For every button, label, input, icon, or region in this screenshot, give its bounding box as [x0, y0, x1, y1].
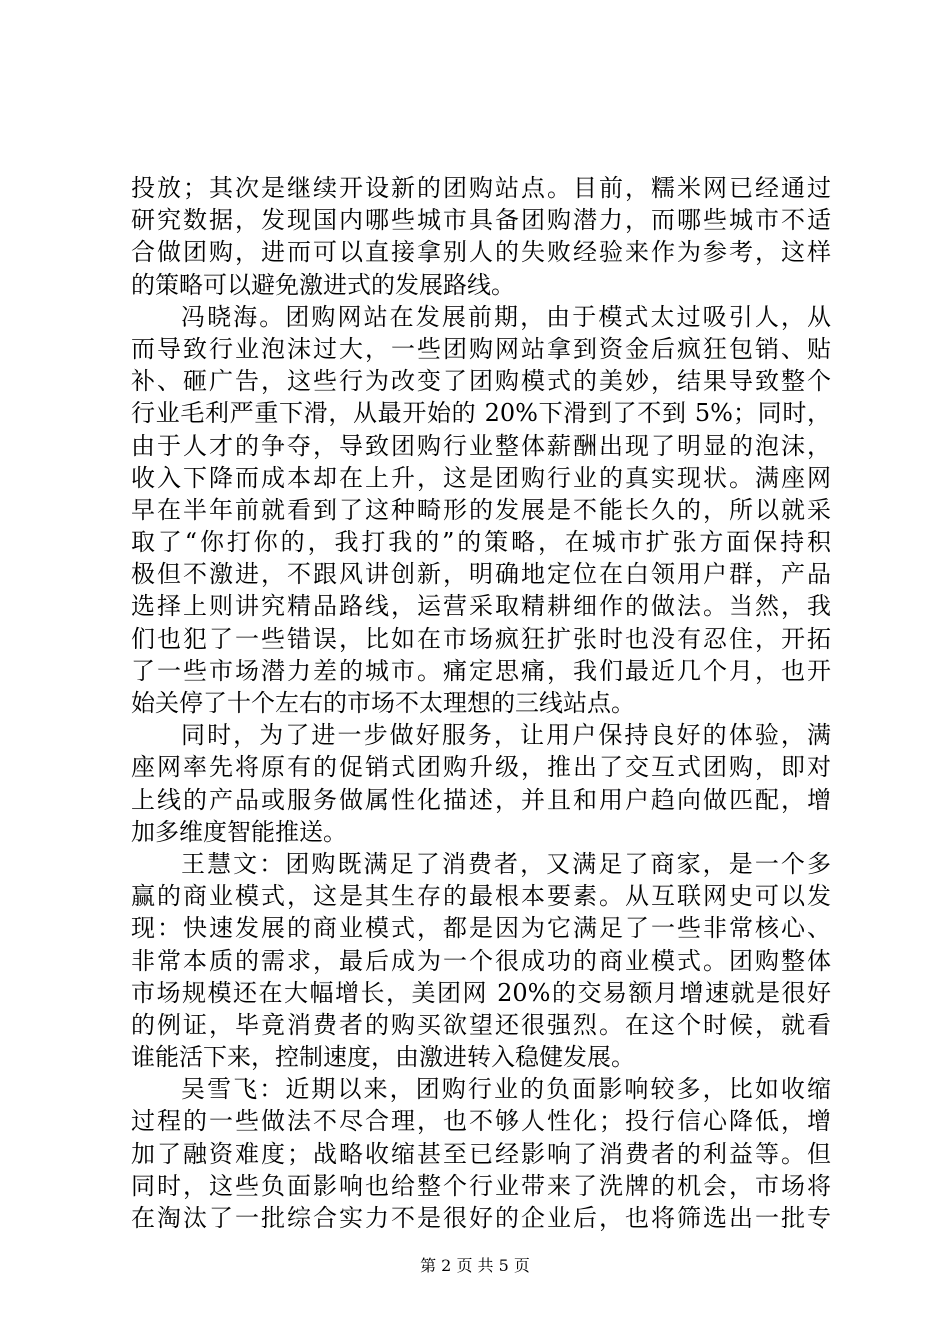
text-line: 的策略可以避免激进式的发展路线。 — [131, 270, 515, 299]
text-line: 现：快速发展的商业模式，都是因为它满足了一些非常核心、 — [131, 914, 831, 943]
page-footer: 第 2 页 共 5 页 — [420, 1256, 530, 1275]
text-line: 选择上则讲究精品路线，运营采取精耕细作的做法。当然，我 — [131, 592, 831, 621]
paragraph — [131, 848, 831, 1073]
text-line: 由于人才的争夺，导致团购行业整体薪酬出现了明显的泡沫， — [131, 431, 831, 460]
text-line: 王慧文：团购既满足了消费者，又满足了商家，是一个多 — [181, 849, 831, 878]
text-line: 合做团购，进而可以直接拿别人的失败经验来作为参考，这样 — [131, 238, 831, 267]
text-line: 早在半年前就看到了这种畸形的发展是不能长久的，所以就采 — [131, 495, 831, 524]
text-line: 谁能活下来，控制速度，由激进转入稳健发展。 — [131, 1043, 635, 1072]
paragraph — [131, 719, 831, 848]
text-line: 过程的一些做法不尽合理，也不够人性化；投行信心降低，增 — [131, 1107, 831, 1136]
paragraph — [131, 301, 831, 719]
text-line: 同时，为了进一步做好服务，让用户保持良好的体验，满 — [181, 721, 831, 750]
text-line: 收入下降而成本却在上升，这是团购行业的真实现状。满座网 — [131, 463, 831, 492]
text-line: 们也犯了一些错误，比如在市场疯狂扩张时也没有忍住，开拓 — [131, 624, 831, 653]
text-line: 取了“你打你的，我打我的”的策略，在城市扩张方面保持积 — [131, 528, 831, 557]
text-line: 加多维度智能推送。 — [131, 817, 347, 846]
text-line: 的例证，毕竟消费者的购买欲望还很强烈。在这个时候，就看 — [131, 1010, 831, 1039]
paragraph — [131, 172, 831, 301]
text-line: 赢的商业模式，这是其生存的最根本要素。从互联网史可以发 — [131, 882, 831, 911]
text-line: 同时，这些负面影响也给整个行业带来了洗牌的机会，市场将 — [131, 1171, 831, 1200]
text-line: 冯晓海。团购网站在发展前期，由于模式太过吸引人，从 — [181, 302, 831, 331]
text-line: 上线的产品或服务做属性化描述，并且和用户趋向做匹配，增 — [131, 785, 831, 814]
text-line: 了一些市场潜力差的城市。痛定思痛，我们最近几个月，也开 — [131, 656, 831, 685]
text-line: 极但不激进，不跟风讲创新，明确地定位在白领用户群，产品 — [131, 560, 831, 589]
text-line: 在淘汰了一批综合实力不是很好的企业后，也将筛选出一批专 — [131, 1204, 831, 1232]
text-line: 而导致行业泡沫过大，一些团购网站拿到资金后疯狂包销、贴 — [131, 334, 831, 363]
text-line: 始关停了十个左右的市场不太理想的三线站点。 — [131, 689, 635, 717]
document-body — [131, 172, 831, 1234]
text-line: 研究数据，发现国内哪些城市具备团购潜力，而哪些城市不适 — [131, 206, 831, 235]
text-line: 吴雪飞：近期以来，团购行业的负面影响较多，比如收缩 — [181, 1075, 831, 1104]
text-line: 加了融资难度；战略收缩甚至已经影响了消费者的利益等。但 — [131, 1139, 831, 1168]
paragraph — [131, 1073, 831, 1234]
text-line: 补、砸广告，这些行为改变了团购模式的美妙，结果导致整个 — [131, 367, 831, 396]
text-line: 座网率先将原有的促销式团购升级，推出了交互式团购，即对 — [131, 753, 831, 782]
text-line: 投放；其次是继续开设新的团购站点。目前，糯米网已经通过 — [131, 174, 831, 202]
text-line: 市场规模还在大幅增长，美团网 20%的交易额月增速就是很好 — [131, 978, 831, 1007]
text-line: 行业毛利严重下滑，从最开始的 20%下滑到了不到 5%；同时， — [131, 399, 831, 428]
text-line: 非常本质的需求，最后成为一个很成功的商业模式。团购整体 — [131, 946, 831, 975]
